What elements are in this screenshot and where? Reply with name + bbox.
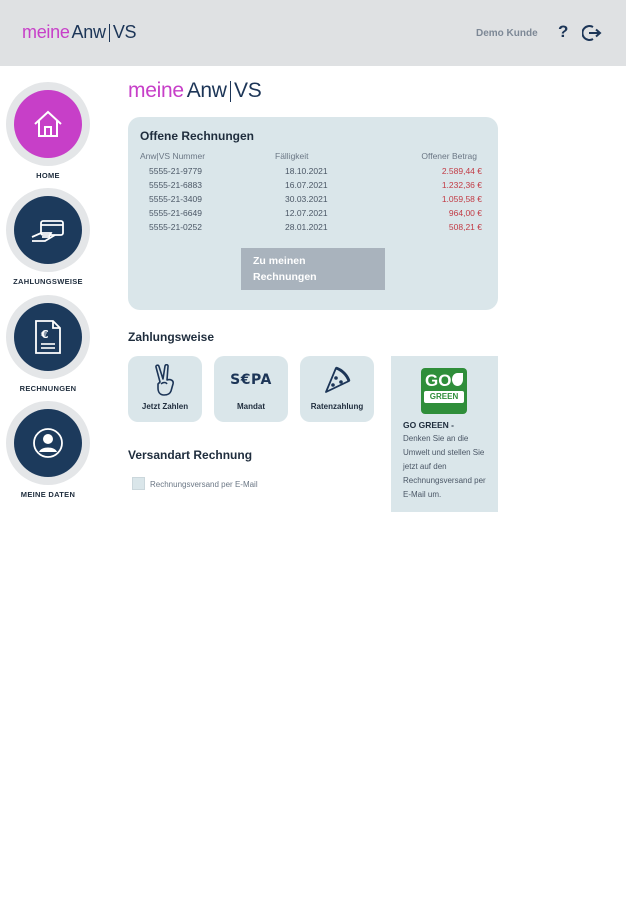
help-icon[interactable]: ? bbox=[558, 22, 569, 41]
button-label-line2: Rechnungen bbox=[253, 271, 317, 283]
table-row[interactable] bbox=[128, 180, 498, 194]
invoice-number: 5555-21-3409 bbox=[149, 194, 202, 204]
nav-circle bbox=[14, 409, 82, 477]
pay-now-tile[interactable] bbox=[128, 356, 202, 422]
sidebar-item-label: HOME bbox=[36, 171, 60, 180]
installment-tile[interactable] bbox=[300, 356, 374, 422]
invoice-amount: 964,00 € bbox=[448, 208, 482, 218]
logout-icon[interactable] bbox=[582, 24, 602, 42]
invoice-amount: 1.059,58 € bbox=[441, 194, 482, 204]
nav-circle bbox=[14, 303, 82, 371]
nav-circle bbox=[14, 196, 82, 264]
nav-ring bbox=[6, 401, 90, 485]
sidebar-item-label: MEINE DATEN bbox=[20, 490, 76, 499]
logo-part-vs: VS bbox=[234, 79, 262, 102]
invoice-due: 28.01.2021 bbox=[285, 222, 328, 232]
invoice-amount: 2.589,44 € bbox=[441, 166, 482, 176]
go-green-box bbox=[391, 356, 498, 512]
go-green-title: GO GREEN - bbox=[403, 420, 455, 430]
tile-label: Mandat bbox=[237, 402, 265, 411]
column-header-amount: Offener Betrag bbox=[421, 151, 477, 161]
sidebar-item-label: RECHNUNGEN bbox=[19, 384, 77, 393]
sidebar-item-rechnungen[interactable] bbox=[5, 295, 91, 393]
table-row[interactable] bbox=[128, 194, 498, 208]
invoice-number: 5555-21-6649 bbox=[149, 208, 202, 218]
column-header-number: Anw|VS Nummer bbox=[140, 151, 206, 161]
card-hand-icon bbox=[29, 215, 67, 245]
invoice-due: 30.03.2021 bbox=[285, 194, 328, 204]
invoice-number: 5555-21-0252 bbox=[149, 222, 202, 232]
nav-ring bbox=[6, 82, 90, 166]
invoice-due: 18.10.2021 bbox=[285, 166, 328, 176]
payment-section-title: Zahlungsweise bbox=[128, 330, 215, 344]
email-invoice-checkbox[interactable] bbox=[132, 477, 145, 490]
table-row[interactable] bbox=[128, 208, 498, 222]
leaf-icon bbox=[452, 373, 463, 386]
badge-line2: GREEN bbox=[424, 391, 464, 403]
invoice-due: 16.07.2021 bbox=[285, 180, 328, 190]
invoice-number: 5555-21-9779 bbox=[149, 166, 202, 176]
brand-logo[interactable] bbox=[22, 22, 136, 43]
open-invoices-panel bbox=[128, 117, 498, 310]
tile-label: Jetzt Zahlen bbox=[141, 402, 189, 411]
shipping-section-title: Versandart Rechnung bbox=[128, 448, 253, 462]
sepa-logo bbox=[214, 364, 288, 396]
logo-part-vs: VS bbox=[112, 22, 137, 42]
column-header-due: Fälligkeit bbox=[275, 151, 309, 161]
logo-part-anw: Anw bbox=[186, 79, 227, 102]
logo-separator bbox=[230, 81, 231, 102]
svg-text:€: € bbox=[41, 328, 49, 341]
invoice-amount: 1.232,36 € bbox=[441, 180, 482, 190]
sepa-logo-text: S€PA bbox=[230, 372, 272, 388]
go-green-text: Denken Sie an die Umwelt und stellen Sie jetzt auf den Rechnungsversand per E-Mail um. bbox=[403, 434, 486, 499]
page-logo bbox=[128, 79, 261, 103]
user-name: Demo Kunde bbox=[476, 28, 538, 39]
top-bar bbox=[0, 0, 626, 66]
home-icon bbox=[31, 107, 65, 141]
nav-ring bbox=[6, 188, 90, 272]
logo-part-meine: meine bbox=[22, 22, 70, 42]
tile-label: Ratenzahlung bbox=[310, 402, 364, 411]
logo-part-meine: meine bbox=[128, 79, 184, 102]
table-row[interactable] bbox=[128, 222, 498, 236]
victory-hand-icon bbox=[128, 364, 202, 396]
badge-line1: GO bbox=[425, 371, 452, 390]
panel-title: Offene Rechnungen bbox=[140, 129, 255, 143]
invoice-icon bbox=[33, 319, 63, 355]
sidebar-item-meine-daten[interactable] bbox=[5, 401, 91, 499]
go-green-badge bbox=[421, 368, 467, 414]
table-row[interactable] bbox=[128, 166, 498, 180]
nav-ring bbox=[6, 295, 90, 379]
button-label-line1: Zu meinen bbox=[253, 255, 306, 267]
to-invoices-button[interactable] bbox=[241, 248, 385, 290]
invoice-amount: 508,21 € bbox=[448, 222, 482, 232]
mandate-tile[interactable] bbox=[214, 356, 288, 422]
sidebar-item-home[interactable] bbox=[5, 82, 91, 180]
sidebar-item-label: ZAHLUNGSWEISE bbox=[13, 277, 83, 286]
sidebar-item-zahlungsweise[interactable] bbox=[5, 188, 91, 286]
invoice-due: 12.07.2021 bbox=[285, 208, 328, 218]
logo-part-anw: Anw bbox=[71, 22, 106, 42]
invoice-number: 5555-21-6883 bbox=[149, 180, 202, 190]
logo-separator bbox=[109, 24, 110, 42]
checkbox-label[interactable]: Rechnungsversand per E-Mail bbox=[150, 480, 258, 489]
pizza-slice-icon bbox=[300, 364, 374, 396]
user-icon bbox=[32, 427, 64, 459]
nav-circle bbox=[14, 90, 82, 158]
